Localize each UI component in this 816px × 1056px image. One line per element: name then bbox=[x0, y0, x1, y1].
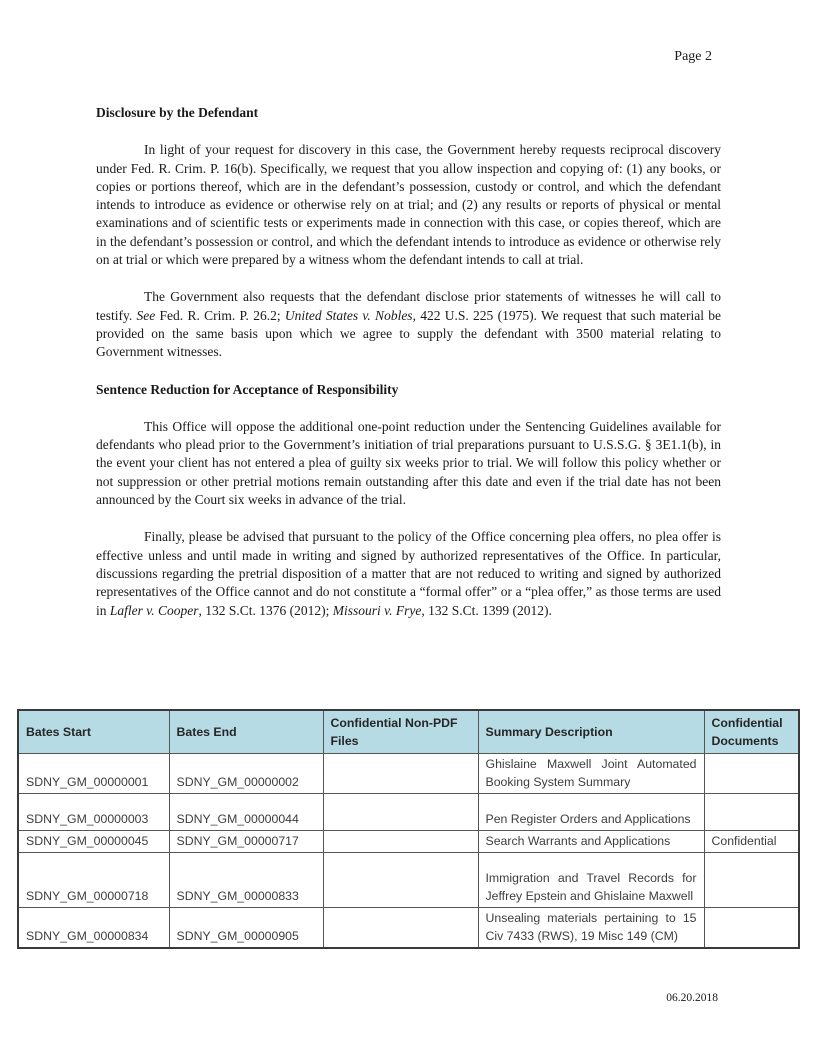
table-cell bbox=[323, 754, 478, 794]
table-cell bbox=[323, 853, 478, 908]
table-cell bbox=[323, 794, 478, 831]
table-cell: SDNY_GM_00000003 bbox=[18, 794, 169, 831]
table-row bbox=[18, 853, 799, 908]
paragraph-reciprocal-discovery: In light of your request for discovery in this case, the Government hereby requests reciprocal discovery under Fed. R. Crim. P. 16(b). Specifically, we request that you allow inspection and copying of: (1) any books, or copies or portions thereof, which are in the defendant’s possession, custody or control, and which the defendant intends to introduce as evidence or otherwise rely on at trial; and (2) any results or reports of physical or mental examinations and of scientific tests or experiments made in connection with this case, or copies thereof, which are in the defendant’s possession or control, and which the defendant intends to introduce as evidence or otherwise rely on at trial or which were prepared by a witness whom the defendant intends to call at trial. bbox=[96, 142, 721, 268]
table-cell: Immigration and Travel Records for Jeffrey Epstein and Ghislaine Maxwell bbox=[478, 853, 704, 908]
table-cell bbox=[323, 831, 478, 853]
paragraph-plea-offers: Finally, please be advised that pursuant to the policy of the Office concerning plea offers, no plea offer is effective unless and until made in writing and signed by authorized representatives of the Office. In particular, discussions regarding the pretrial disposition of a matter that are not reduced to writing and signed by authorized representatives of the Office cannot and do not constitute a “formal offer” or a “plea offer,” as those terms are used in Lafler v. Cooper, 132 S.Ct. 1376 (2012); Missouri v. Frye, 132 S.Ct. 1399 (2012). bbox=[96, 529, 721, 618]
table-cell: Confidential bbox=[704, 831, 799, 853]
column-header: Bates Start bbox=[18, 710, 169, 754]
table-cell: SDNY_GM_00000717 bbox=[169, 831, 323, 853]
table-cell: SDNY_GM_00000001 bbox=[18, 754, 169, 794]
table-cell: SDNY_GM_00000045 bbox=[18, 831, 169, 853]
paragraph-witness-statements: The Government also requests that the defendant disclose prior statements of witnesses he will call to testify. See Fed. R. Crim. P. 26.2; United States v. Nobles, 422 U.S. 225 (1975). We request that such material be provided on the same basis upon which we agree to supply the defendant with 3500 material relating to Government witnesses. bbox=[96, 289, 721, 360]
column-header: Confidential Documents bbox=[704, 710, 799, 754]
table-body bbox=[18, 754, 799, 949]
table-cell: Search Warrants and Applications bbox=[478, 831, 704, 853]
table-cell bbox=[323, 908, 478, 949]
table-cell: SDNY_GM_00000905 bbox=[169, 908, 323, 949]
table-row bbox=[18, 794, 799, 831]
column-header: Summary Description bbox=[478, 710, 704, 754]
bates-production-table bbox=[17, 709, 800, 949]
table-cell bbox=[704, 908, 799, 949]
table-cell: SDNY_GM_00000044 bbox=[169, 794, 323, 831]
table-cell bbox=[704, 754, 799, 794]
table-row bbox=[18, 754, 799, 794]
heading-disclosure-by-defendant: Disclosure by the Defendant bbox=[96, 105, 259, 120]
table-cell bbox=[704, 794, 799, 831]
column-header: Confidential Non-PDF Files bbox=[323, 710, 478, 754]
table-cell: Unsealing materials pertaining to 15 Civ 7433 (RWS), 19 Misc 149 (CM) bbox=[478, 908, 704, 949]
table-cell: Ghislaine Maxwell Joint Automated Booking System Summary bbox=[478, 754, 704, 794]
table-row bbox=[18, 831, 799, 853]
table-cell: SDNY_GM_00000833 bbox=[169, 853, 323, 908]
table-row bbox=[18, 908, 799, 949]
heading-sentence-reduction: Sentence Reduction for Acceptance of Responsibility bbox=[96, 381, 399, 397]
table-cell: SDNY_GM_00000834 bbox=[18, 908, 169, 949]
table-cell: SDNY_GM_00000002 bbox=[169, 754, 323, 794]
column-header: Bates End bbox=[169, 710, 323, 754]
page-number: Page 2 bbox=[674, 49, 712, 64]
paragraph-acceptance-responsibility: This Office will oppose the additional one-point reduction under the Sentencing Guidelines available for defendants who plead prior to the Government’s initiation of trial preparations pursuant to U.S.S.G. § 3E1.1(b), in the event your client has not entered a plea of guilty six weeks prior to trial. We will follow this policy whether or not suppression or other pretrial motions remain outstanding after this date and even if the trial date has not been announced by the Court six weeks in advance of the trial. bbox=[96, 418, 721, 508]
table-cell bbox=[704, 853, 799, 908]
footer-date: 06.20.2018 bbox=[666, 992, 718, 1004]
table-header bbox=[18, 710, 799, 754]
table-header-row bbox=[18, 710, 799, 754]
table-cell: SDNY_GM_00000718 bbox=[18, 853, 169, 908]
table-cell: Pen Register Orders and Applications bbox=[478, 794, 704, 831]
document-body bbox=[96, 104, 721, 620]
